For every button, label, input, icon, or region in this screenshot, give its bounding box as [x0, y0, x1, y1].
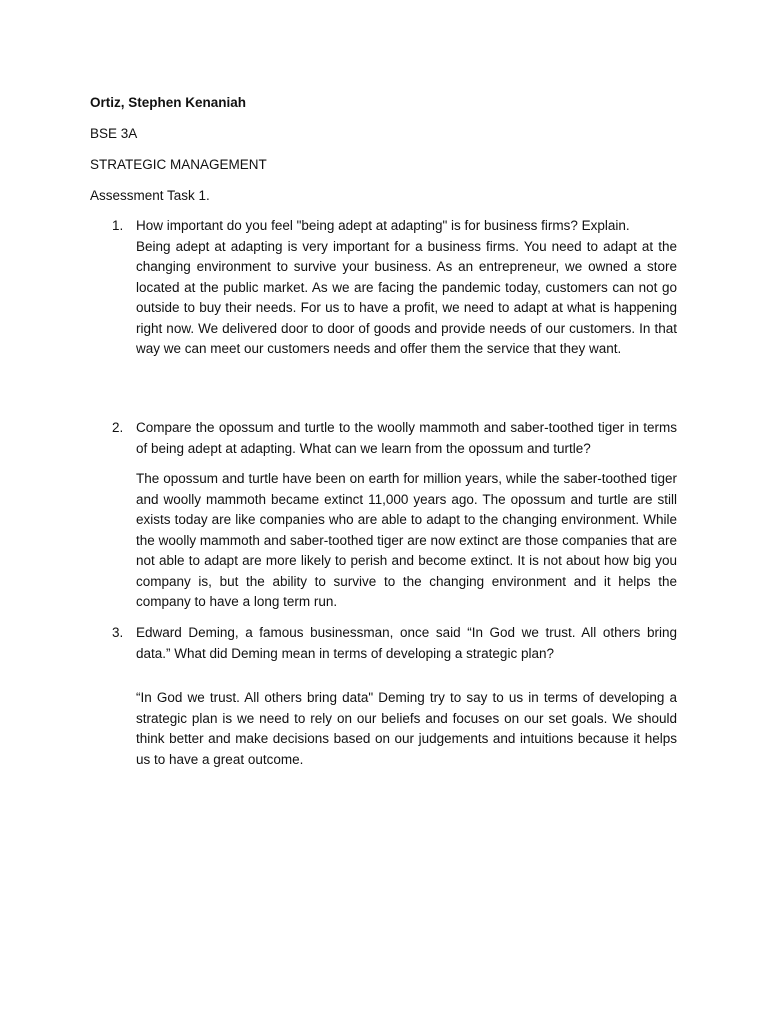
question-text: How important do you feel "being adept at adapting" is for business firms? Explain. — [136, 218, 630, 233]
question-text: Compare the opossum and turtle to the woolly mammoth and saber-toothed tiger in terms of being adept at adapting. What can we learn from the opossum and turtle? — [136, 420, 677, 456]
question-text: Edward Deming, a famous businessman, once said “In God we trust. All others bring data.” What did Deming mean in terms of developing a strategic plan? — [136, 625, 677, 661]
question-number: 2. — [112, 420, 124, 435]
question-block-3 — [136, 623, 677, 664]
student-section: BSE 3A — [90, 126, 138, 141]
question-number: 1. — [112, 218, 124, 233]
answer-block-2 — [136, 469, 677, 613]
question-block-2 — [136, 418, 677, 459]
question-number: 3. — [112, 625, 124, 640]
course-title: STRATEGIC MANAGEMENT — [90, 157, 267, 172]
student-name: Ortiz, Stephen Kenaniah — [90, 95, 247, 110]
answer-text: The opossum and turtle have been on earth for million years, while the saber-toothed tiger and woolly mammoth became extinct 11,000 years ago. The opossum and turtle are still exists today are like companies who are able to adapt to the changing environment. While the woolly mammoth and saber-toothed tiger are now extinct are those companies that are not able to adapt are more likely to perish and become extinct. It is not about how big you company is, but the ability to survive to the changing environment and it helps the company to have a long term run. — [136, 471, 677, 609]
question-block-1 — [136, 216, 677, 360]
answer-text: Being adept at adapting is very important for a business firms. You need to adapt at the changing environment to survive your business. As an entrepreneur, we owned a store located at the public market. As we are facing the pandemic today, customers can not go outside to buy their needs. For us to have a profit, we need to adapt at what is happening right now. We delivered door to door of goods and provide needs of our customers. In that way we can meet our customers needs and offer them the service that they want. — [136, 238, 677, 356]
task-title: Assessment Task 1. — [90, 188, 210, 203]
answer-block-3 — [136, 688, 677, 770]
answer-text: “In God we trust. All others bring data" Deming try to say to us in terms of developing a strategic plan is we need to rely on our beliefs and focuses on our set goals. We should think better and make decisions based on our judgements and intuitions because it helps us to have a great outcome. — [136, 690, 677, 767]
